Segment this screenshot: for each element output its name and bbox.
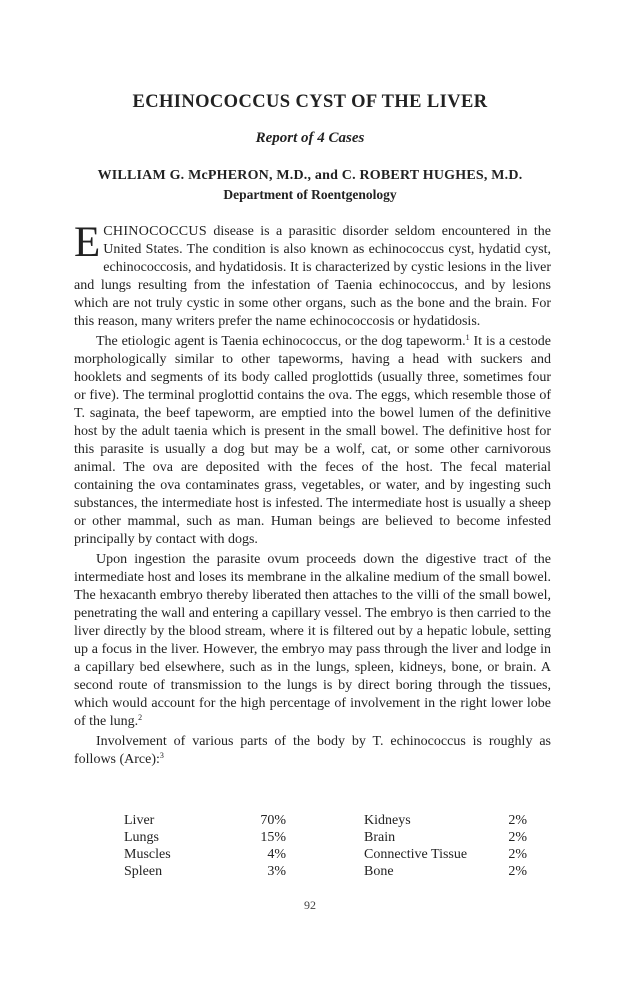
organ-name: Connective Tissue <box>364 847 468 862</box>
organ-percentage: 4% <box>267 847 286 862</box>
paragraph-1 <box>74 219 551 331</box>
article-title: ECHINOCOCCUS CYST OF THE LIVER <box>132 92 488 112</box>
organ-name: Spleen <box>124 864 163 879</box>
organ-percentage: 2% <box>508 813 527 828</box>
reference-1[interactable]: 1 <box>465 333 470 342</box>
article-body <box>74 219 551 771</box>
paragraph-3-text: Upon ingestion the parasite ovum proceeds down the digestive tract of the intermediate host and loses its membrane in the alkaline medium of the small bowel. The hexacanth embryo thereby liberated then attaches to the villi of the small bowel, penetrating the wall and entering a capillary vessel. The embryo is then carried to the liver directly by the blood stream, where it is filtered out by a hepatic lobule, setting up a focus in the liver. However, the embryo may pass through the liver and lodge in a capillary bed elsewhere, such as in the lungs, spleen, kidneys, bone, or brain. A second route of transmission to the lungs is by direct boring through the tissues, which would account for the high percentage of involvement in the right lower lobe of the lung. <box>74 552 551 729</box>
organ-percentage: 2% <box>508 830 527 845</box>
organ-name: Muscles <box>124 847 171 862</box>
paragraph-1-lead: CHINOCOCCUS <box>103 224 207 239</box>
paragraph-2-rest: It is a cestode morphologically similar to other tapeworms, having a head with suckers and hooklets and segments of its body called proglottids (usually three, sometimes four or five). The terminal proglottid contains the ova. The eggs, which resemble those of T. saginata, the beef tapeworm, are emptied into the bowel lumen of the definitive host by the adult taenia which is present in the small bowel. The definitive host for this parasite is usually a dog but may be a wolf, cat, or some other carnivorous animal. The ova are deposited with the feces of the host. The fecal material containing the ova contaminates grass, vegetables, or water, and by ingesting such substances, the intermediate host is infested. The intermediate host is usually a sheep or other mammal, such as man. Human beings are believed to become infested principally by contact with dogs. <box>74 334 551 547</box>
table-row <box>124 863 544 880</box>
table-row <box>124 829 544 846</box>
organ-percentage: 2% <box>508 864 527 879</box>
paragraph-3 <box>74 551 551 731</box>
organ-name: Brain <box>364 830 396 845</box>
organ-percentage: 70% <box>260 813 286 828</box>
organ-percentage: 2% <box>508 847 527 862</box>
organ-name: Kidneys <box>364 813 411 828</box>
author-line: WILLIAM G. McPHERON, M.D., and C. ROBERT HUGHES, M.D. <box>97 168 523 183</box>
organ-name: Bone <box>364 864 394 879</box>
paragraph-2-text: The etiologic agent is Taenia echinococcus, or the dog tapeworm. <box>96 334 466 349</box>
reference-2[interactable]: 2 <box>138 713 143 722</box>
organ-percentage: 15% <box>260 830 286 845</box>
reference-3[interactable]: 3 <box>159 751 164 760</box>
paragraph-4-text: Involvement of various parts of the body by T. echinococcus is roughly as follows (Arce): <box>74 734 551 767</box>
paragraph-2 <box>74 333 551 549</box>
page-number: 92 <box>304 898 316 912</box>
table-row <box>124 812 544 829</box>
organ-percentage: 3% <box>267 864 286 879</box>
article-subtitle: Report of 4 Cases <box>255 130 365 146</box>
organ-name: Liver <box>124 813 155 828</box>
involvement-table <box>124 812 544 880</box>
table-row <box>124 846 544 863</box>
drop-cap: E <box>74 219 101 266</box>
organ-name: Lungs <box>124 830 159 845</box>
department-line: Department of Roentgenology <box>223 187 397 202</box>
paragraph-1-text: disease is a parasitic disorder seldom encountered in the United States. The condition is also known as echinococcus cyst, hydatid cyst, echinococcosis, and hydatidosis. It is characterized by cystic lesions in the liver and lungs resulting from the infestation of Taenia echinococcus, and by lesions which are not truly cystic in some other organs, such as the bone and the brain. For this reason, many writers prefer the name echinococcosis or hydatidosis. <box>74 224 551 329</box>
paragraph-4 <box>74 733 551 769</box>
